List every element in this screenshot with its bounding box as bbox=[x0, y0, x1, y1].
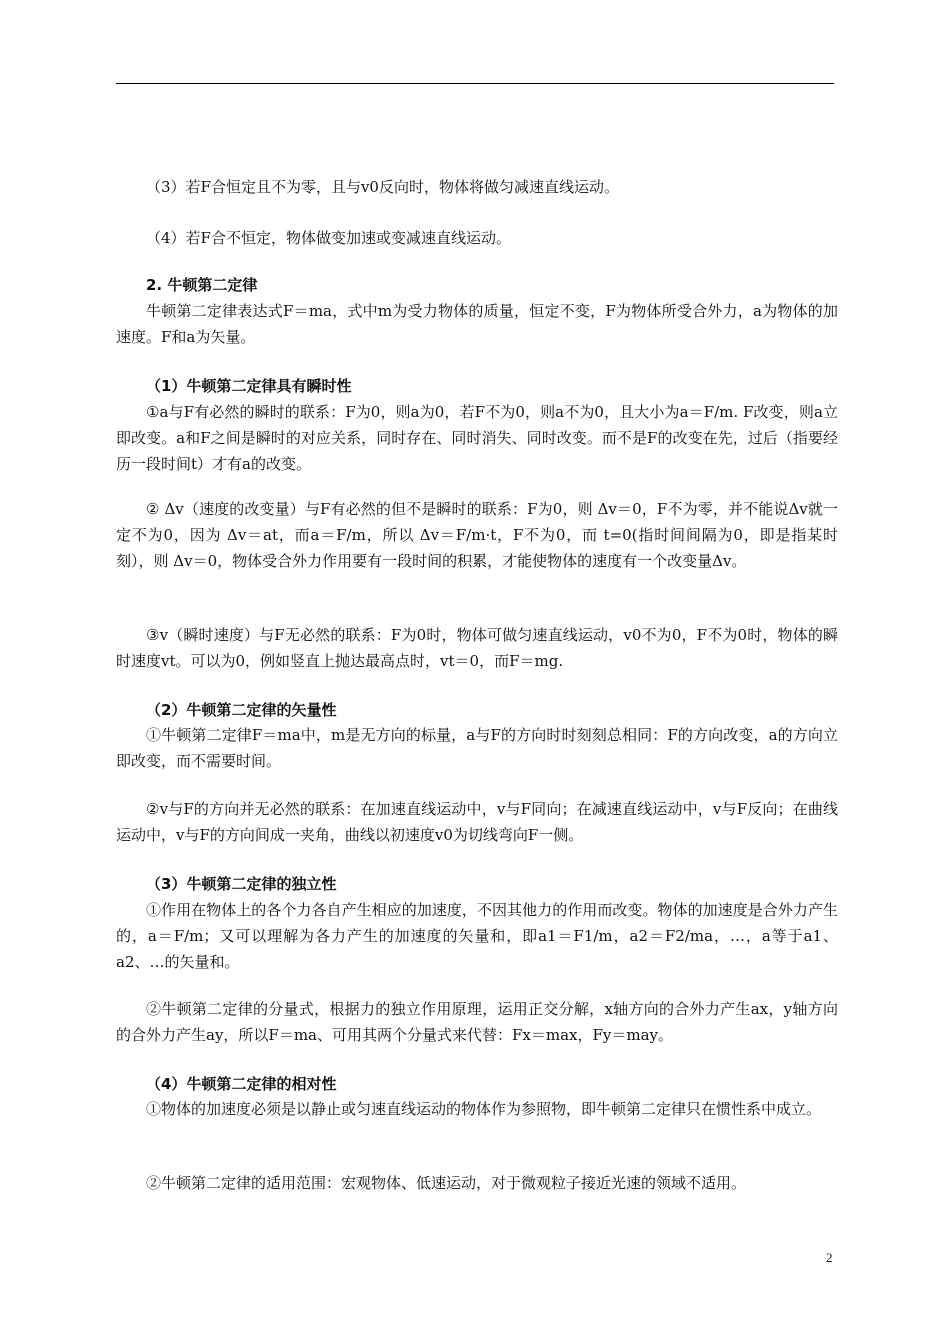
paragraph-independence-1: ①作用在物体上的各个力各自产生相应的加速度，不因其他力的作用而改变。物体的加速度是合外力产生的，a＝F/m；又可以理解为各力产生的加速度的矢量和，即a1＝F1/m，a2＝F2/ma，…，a等于a1、a2、…的矢量和。 bbox=[116, 901, 838, 971]
header-rule bbox=[116, 83, 834, 84]
paragraph-vector-1: ①牛顿第二定律F＝ma中，m是无方向的标量，a与F的方向时时刻刻总相同：F的方向改变，a的方向立即改变，而不需要时间。 bbox=[116, 726, 838, 770]
paragraph-case-3: （3）若F合恒定且不为零，且与v0反向时，物体将做匀减速直线运动。 bbox=[146, 178, 619, 196]
paragraph-law-statement: 牛顿第二定律表达式F＝ma，式中m为受力物体的质量，恒定不变，F为物体所受合外力，a为物体的加速度。F和a为矢量。 bbox=[116, 302, 838, 346]
paragraph-instantaneity-2: ② Δv（速度的改变量）与F有必然的但不是瞬时的联系：F为0，则 Δv＝0，F不为零，并不能说Δv就一定不为0，因为 Δv＝at，而a＝F/m，所以 Δv＝F/m·t，F不为0，而 t=0(指时间间隔为0，即是指某时刻），则 Δv＝0，物体受合外力作用要有一段时间的积累，才能使物体的速度有一个改变量Δv。 bbox=[116, 500, 838, 570]
page-number: 2 bbox=[826, 1250, 833, 1265]
paragraph-instantaneity-3: ③v（瞬时速度）与F无必然的联系：F为0时，物体可做匀速直线运动，v0不为0，F不为0时，物体的瞬时速度vt。可以为0，例如竖直上抛达最高点时，vt＝0，而F＝mg. bbox=[116, 626, 838, 670]
paragraph-independence-2: ②牛顿第二定律的分量式，根据力的独立作用原理，运用正交分解，x轴方向的合外力产生ax，y轴方向的合外力产生ay，所以F＝ma、可用其两个分量式来代替：Fx＝max，Fy＝may。 bbox=[116, 1000, 838, 1044]
paragraph-relativity-1: ①物体的加速度必须是以静止或匀速直线运动的物体作为参照物，即牛顿第二定律只在惯性系中成立。 bbox=[146, 1100, 822, 1118]
heading-vector-nature: （2）牛顿第二定律的矢量性 bbox=[146, 701, 337, 719]
paragraph-instantaneity-1: ①a与F有必然的瞬时的联系：F为0，则a为0，若F不为0，则a不为0，且大小为a＝F/m. F改变，则a立即改变。a和F之间是瞬时的对应关系，同时存在、同时消失、同时改变。而不是F的改变在先，过后（指要经历一段时间t）才有a的改变。 bbox=[116, 403, 838, 473]
heading-instantaneity: （1）牛顿第二定律具有瞬时性 bbox=[146, 377, 352, 395]
paragraph-relativity-2: ②牛顿第二定律的适用范围：宏观物体、低速运动，对于微观粒子接近光速的领域不适用。 bbox=[146, 1174, 747, 1192]
heading-relativity: （4）牛顿第二定律的相对性 bbox=[146, 1075, 337, 1093]
section-heading-newton-second-law: 2. 牛顿第二定律 bbox=[146, 276, 258, 294]
paragraph-vector-2: ②v与F的方向并无必然的联系：在加速直线运动中，v与F同向；在减速直线运动中，v与F反向；在曲线运动中，v与F的方向间成一夹角，曲线以初速度v0为切线弯向F一侧。 bbox=[116, 800, 838, 844]
heading-independence: （3）牛顿第二定律的独立性 bbox=[146, 875, 337, 893]
paragraph-case-4: （4）若F合不恒定，物体做变加速或变减速直线运动。 bbox=[146, 229, 511, 247]
